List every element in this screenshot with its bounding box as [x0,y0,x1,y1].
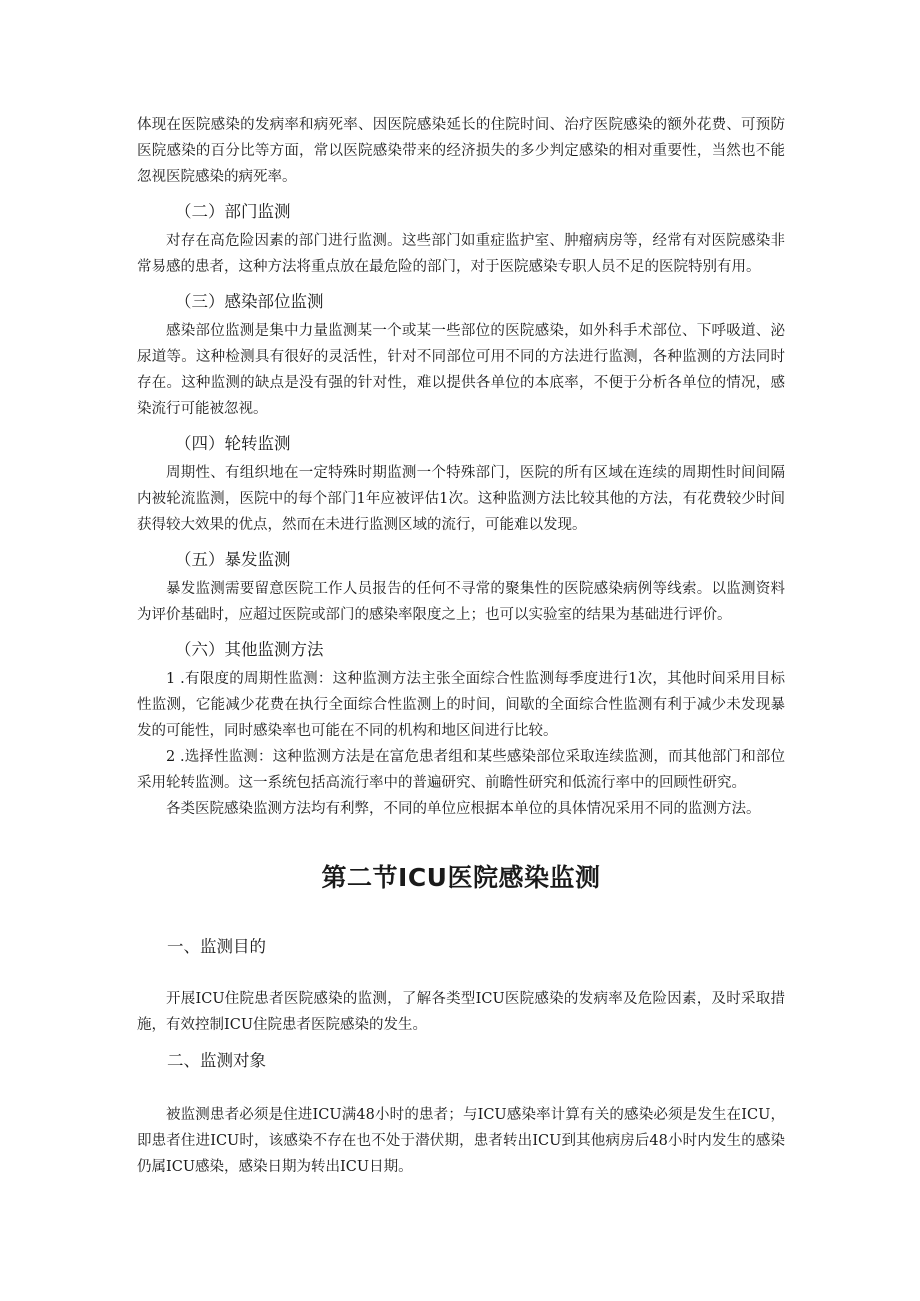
heading-monitoring-purpose: 一、监测目的 [167,937,266,956]
section-title-icu: 第二节ICU医院感染监测 [321,863,601,892]
heading-rotation-monitoring: （四）轮转监测 [175,434,291,453]
paragraph-rotation-monitoring: 周期性、有组织地在一定特殊时期监测一个特殊部门，医院的所有区域在连续的周期性时间间隔内被轮流监测，医院中的每个部门1年应被评估1次。这种监测方法比较其他的方法，有花费较少时间获得较大效果的优点，然而在未进行监测区域的流行，可能难以发现。 [137,465,785,533]
heading-site-monitoring: （三）感染部位监测 [175,292,324,311]
paragraph-site-monitoring: 感染部位监测是集中力量监测某一个或某一些部位的医院感染，如外科手术部位、下呼吸道、泌尿道等。这种检测具有很好的灵活性，针对不同部位可用不同的方法进行监测，各种监测的方法同时存在。这种监测的缺点是没有强的针对性，难以提供各单位的本底率，不便于分析各单位的情况，感染流行可能被忽视。 [137,323,785,417]
paragraph-selective: 2 .选择性监测：这种监测方法是在富危患者组和某些感染部位采取连续监测，而其他部门和部位采用轮转监测。这一系统包括高流行率中的普遍研究、前瞻性研究和低流行率中的回顾性研究。 [137,749,785,791]
paragraph-outbreak-monitoring: 暴发监测需要留意医院工作人员报告的任何不寻常的聚集性的医院感染病例等线索。以监测资料为评价基础时，应超过医院或部门的感染率限度之上；也可以实验室的结果为基础进行评价。 [137,581,785,623]
heading-other-methods: （六）其他监测方法 [175,640,324,659]
document-page [137,112,785,1180]
heading-department-monitoring: （二）部门监测 [175,202,291,221]
summary-paragraph: 各类医院感染监测方法均有利弊，不同的单位应根据本单位的具体情况采用不同的监测方法。 [166,801,761,817]
heading-monitoring-subjects: 二、监测对象 [167,1051,266,1070]
paragraph-monitoring-purpose: 开展ICU住院患者医院感染的监测，了解各类型ICU医院感染的发病率及危险因素，及时采取措施，有效控制ICU住院患者医院感染的发生。 [137,991,785,1033]
paragraph-limited-periodic: 1 .有限度的周期性监测：这种监测方法主张全面综合性监测每季度进行1次，其他时间采用目标性监测，它能减少花费在执行全面综合性监测上的时间，间歇的全面综合性监测有利于减少未发现暴发的可能性，同时感染率也可能在不同的机构和地区间进行比较。 [137,671,785,739]
heading-outbreak-monitoring: （五）暴发监测 [175,550,291,569]
paragraph-department-monitoring: 对存在高危险因素的部门进行监测。这些部门如重症监护室、肿瘤病房等，经常有对医院感染非常易感的患者，这种方法将重点放在最危险的部门，对于医院感染专职人员不足的医院特别有用。 [137,233,785,275]
paragraph-monitoring-subjects: 被监测患者必须是住进ICU满48小时的患者；与ICU感染率计算有关的感染必须是发生在ICU，即患者住进ICU时，该感染不存在也不处于潜伏期，患者转出ICU到其他病房后48小时内发生的感染仍属ICU感染，感染日期为转出ICU日期。 [137,1107,785,1175]
intro-paragraph: 体现在医院感染的发病率和病死率、因医院感染延长的住院时间、治疗医院感染的额外花费、可预防医院感染的百分比等方面，常以医院感染带来的经济损失的多少判定感染的相对重要性，当然也不能忽视医院感染的病死率。 [137,117,785,185]
